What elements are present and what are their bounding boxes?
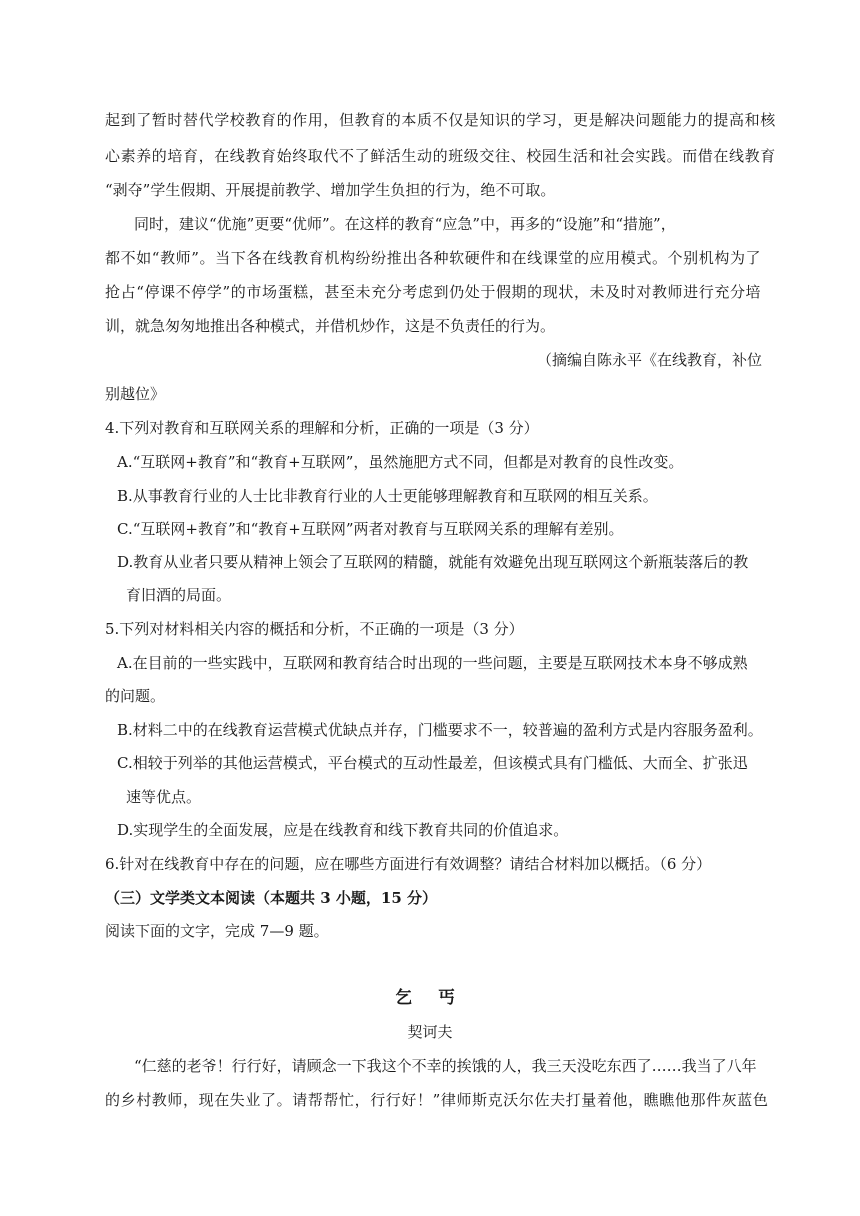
q5-option-d: D.实现学生的全面发展，应是在线教育和线下教育共同的价值追求。 — [117, 821, 569, 839]
q5-stem: 5.下列对材料相关内容的概括和分析，不正确的一项是（3 分） — [105, 620, 524, 638]
passage1-p2-line1: 同时，建议“优施”更要“优师”。在这样的教育“应急”中，再多的“设施”和“措施”， — [134, 215, 676, 233]
q4-option-c: C.“互联网+教育”和“教育+互联网”两者对教育与互联网关系的理解有差别。 — [117, 520, 624, 538]
passage1-source-line2: 别越位》 — [105, 385, 166, 403]
story-p1-line2: 的乡村教师，现在失业了。请帮帮忙，行行好！”律师斯克沃尔佐夫打量着他，瞧瞧他那件灰蓝色 — [105, 1091, 769, 1109]
q6-stem: 6.针对在线教育中存在的问题，应在哪些方面进行有效调整？请结合材料加以概括。（6 分） — [105, 855, 712, 873]
q4-option-d-line1: D.教育从业者只要从精神上领会了互联网的精髓，就能有效避免出现互联网这个新瓶装落后的教 — [117, 553, 749, 571]
q4-option-a: A.“互联网+教育”和“教育+互联网”，虽然施肥方式不同，但都是对教育的良性改变。 — [117, 453, 684, 471]
section3-heading: （三）文学类文本阅读（本题共 3 小题，15 分） — [105, 889, 437, 907]
story-title: 乞 丐 — [395, 988, 465, 1008]
story-p1-line1: “仁慈的老爷！行行好，请顾念一下我这个不幸的挨饿的人，我三天没吃东西了……我当了八年 — [134, 1057, 757, 1075]
story-author: 契诃夫 — [407, 1023, 453, 1041]
q4-option-b: B.从事教育行业的人士比非教育行业的人士更能够理解教育和互联网的相互关系。 — [117, 487, 658, 505]
passage1-p1-line1: 起到了暂时替代学校教育的作用，但教育的本质不仅是知识的学习，更是解决问题能力的提高和核 — [105, 111, 776, 129]
passage1-p2-line3: 抢占“停课不停学”的市场蛋糕，甚至未充分考虑到仍处于假期的现状，未及时对教师进行充分培 — [105, 283, 762, 301]
passage1-source-line1: （摘编自陈永平《在线教育，补位 — [536, 351, 762, 369]
q5-option-a-line2: 的问题。 — [105, 687, 166, 705]
passage1-p1-line2: 心素养的培育，在线教育始终取代不了鲜活生动的班级交往、校园生活和社会实践。而借在线教育 — [105, 147, 776, 165]
q5-option-c-line1: C.相较于列举的其他运营模式，平台模式的互动性最差，但该模式具有门槛低、大而全、扩张迅 — [117, 754, 748, 772]
passage1-p2-line2: 都不如“教师”。当下各在线教育机构纷纷推出各种软硬件和在线课堂的应用模式。个别机构为了 — [105, 249, 762, 267]
q5-option-c-line2: 速等优点。 — [126, 788, 202, 806]
q4-stem: 4.下列对教育和互联网关系的理解和分析，正确的一项是（3 分） — [105, 419, 539, 437]
passage1-p2-line4: 训，就急匆匆地推出各种模式，并借机炒作，这是不负责任的行为。 — [105, 317, 556, 335]
q5-option-a-line1: A.在目前的一些实践中，互联网和教育结合时出现的一些问题，主要是互联网技术本身不够成熟 — [117, 654, 748, 672]
section3-instruction: 阅读下面的文字，完成 7—9 题。 — [105, 922, 329, 940]
passage1-p1-line3: “剥夺”学生假期、开展提前教学、增加学生负担的行为，绝不可取。 — [105, 181, 556, 199]
q4-option-d-line2: 育旧酒的局面。 — [126, 586, 232, 604]
q5-option-b: B.材料二中的在线教育运营模式优缺点并存，门槛要求不一，较普遍的盈利方式是内容服务盈利。 — [117, 721, 763, 739]
